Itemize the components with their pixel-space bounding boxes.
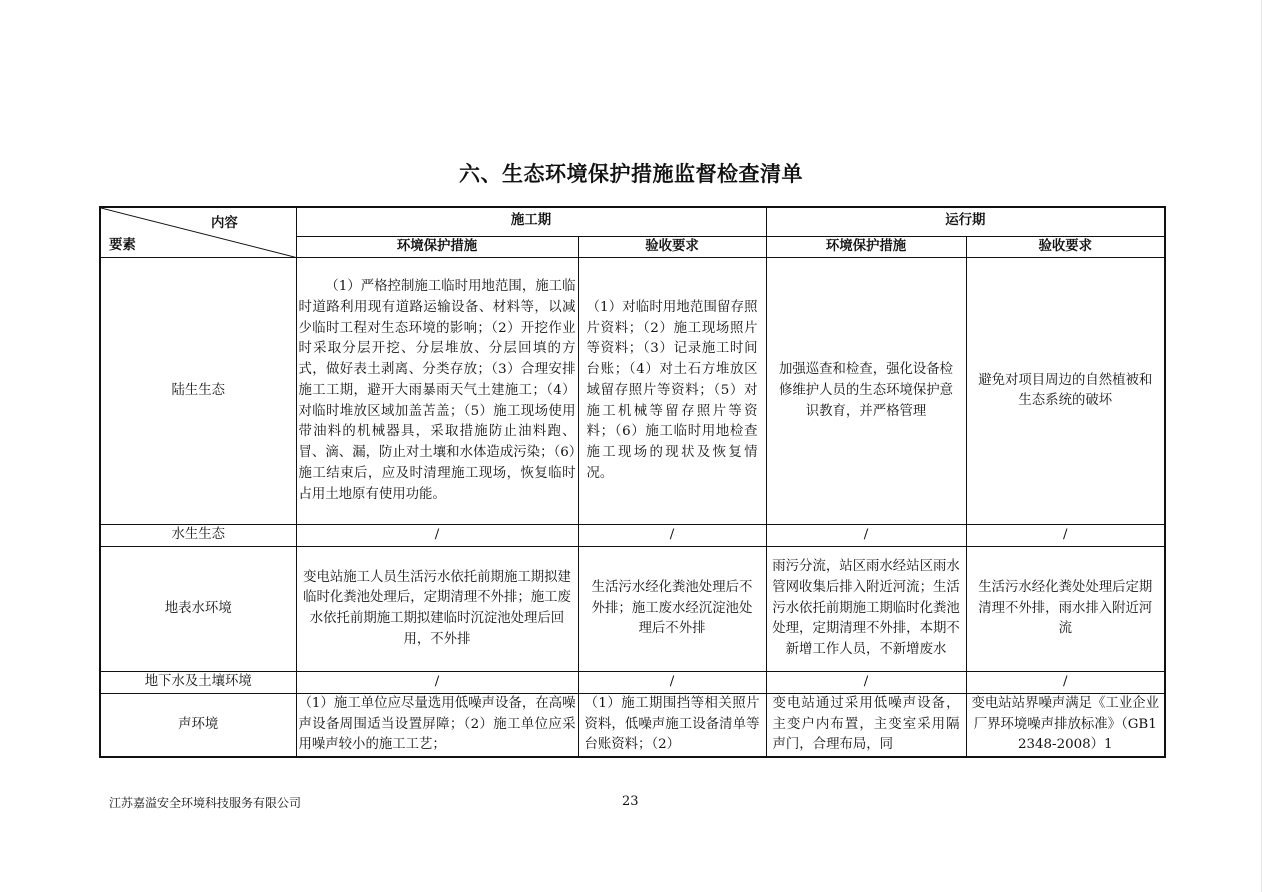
- inspection-checklist-table: [99, 206, 1166, 758]
- element-cell: 陆生生态: [100, 258, 296, 525]
- construction-acceptance-cell: （1）施工期围挡等相关照片资料，低噪声施工设备清单等台账资料；（2）: [578, 693, 766, 757]
- page-number: 23: [622, 794, 639, 809]
- header-row-1: [100, 207, 1165, 236]
- construction-measures-cell: /: [296, 525, 578, 547]
- table-row: [100, 258, 1165, 525]
- construction-acceptance-cell: /: [578, 672, 766, 694]
- corner-header-cell: [100, 207, 296, 258]
- page-title: 六、生态环境保护措施监督检查清单: [459, 162, 803, 186]
- table-row: [100, 525, 1165, 547]
- construction-acceptance-header: 验收要求: [578, 236, 766, 258]
- construction-measures-cell: /: [296, 672, 578, 694]
- operation-measures-cell: /: [766, 525, 966, 547]
- footer-company: 江苏嘉溢安全环境科技服务有限公司: [109, 796, 302, 810]
- operation-acceptance-cell: /: [966, 525, 1165, 547]
- construction-measures-cell: （1）严格控制施工临时用地范围，施工临时道路利用现有道路运输设备、材料等，以减少临时工程对生态环境的影响；（2）开挖作业时采取分层开挖、分层堆放、分层回填的方式，做好表土剥离、分类存放；（3）合理安排施工工期，避开大雨暴雨天气土建施工；（4）对临时堆放区域加盖苫盖；（5）施工现场使用带油料的机械器具，采取措施防止油料跑、冒、滴、漏，防止对土壤和水体造成污染；（6）施工结束后，应及时清理施工现场，恢复临时占用土地原有使用功能。: [296, 258, 578, 525]
- construction-measures-cell: 变电站施工人员生活污水依托前期施工期拟建临时化粪池处理后，定期清理不外排；施工废水依托前期施工期拟建临时沉淀池处理后回用，不外排: [296, 547, 578, 672]
- operation-measures-cell: 变电站通过采用低噪声设备，主变户内布置，主变室采用隔声门，合理布局，同: [766, 693, 966, 757]
- operation-measures-header: 环境保护措施: [766, 236, 966, 258]
- operation-acceptance-cell: 避免对项目周边的自然植被和生态系统的破坏: [966, 258, 1165, 525]
- operation-acceptance-cell: 变电站站界噪声满足《工业企业厂界环境噪声排放标准》（GB12348-2008）1: [966, 693, 1165, 757]
- construction-acceptance-cell: /: [578, 525, 766, 547]
- construction-acceptance-cell: （1）对临时用地范围留存照片资料；（2）施工现场照片等资料；（3）记录施工时间台账；（4）对土石方堆放区域留存照片等资料；（5）对施工机械等留存照片等资料；（6）施工临时用地检查施工现场的现状及恢复情况。: [578, 258, 766, 525]
- operation-acceptance-cell: 生活污水经化粪处处理后定期清理不外排，雨水排入附近河流: [966, 547, 1165, 672]
- element-cell: 水生生态: [100, 525, 296, 547]
- table-row: [100, 547, 1165, 672]
- construction-acceptance-cell: 生活污水经化粪池处理后不外排；施工废水经沉淀池处理后不外排: [578, 547, 766, 672]
- corner-label-element: 要素: [109, 238, 136, 253]
- table-row: [100, 693, 1165, 757]
- element-cell: 地表水环境: [100, 547, 296, 672]
- element-cell: 地下水及土壤环境: [100, 672, 296, 694]
- operation-acceptance-cell: /: [966, 672, 1165, 694]
- operation-measures-cell: /: [766, 672, 966, 694]
- operation-measures-cell: 加强巡查和检查，强化设备检修维护人员的生态环境保护意识教育，并严格管理: [766, 258, 966, 525]
- operation-measures-cell: 雨污分流，站区雨水经站区雨水管网收集后排入附近河流；生活污水依托前期施工期临时化粪池处理，定期清理不外排，本期不新增工作人员，不新增废水: [766, 547, 966, 672]
- construction-period-header: 施工期: [296, 207, 766, 236]
- operation-acceptance-header: 验收要求: [966, 236, 1165, 258]
- table-row: [100, 672, 1165, 694]
- operation-period-header: 运行期: [766, 207, 1165, 236]
- element-cell: 声环境: [100, 693, 296, 757]
- construction-measures-cell: （1）施工单位应尽量选用低噪声设备，在高噪声设备周围适当设置屏障；（2）施工单位应采用噪声较小的施工工艺；: [296, 693, 578, 757]
- construction-measures-header: 环境保护措施: [296, 236, 578, 258]
- corner-label-content: 内容: [211, 216, 238, 231]
